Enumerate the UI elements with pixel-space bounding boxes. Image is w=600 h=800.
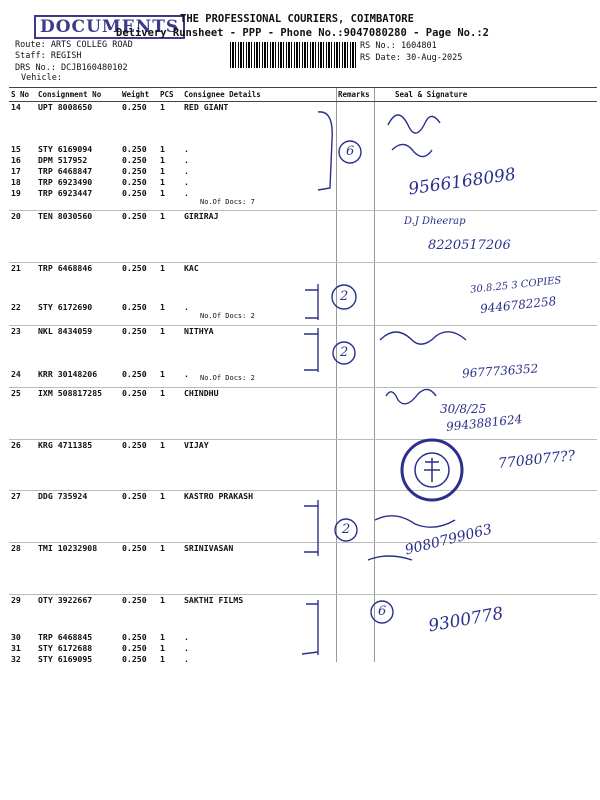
row-sno: 30 <box>11 631 21 642</box>
row-remarks <box>336 543 373 595</box>
row-pcs: 1 <box>160 368 165 379</box>
row-consignment-no: TRP 6923490 <box>38 176 93 187</box>
row-seal-signature <box>373 654 597 665</box>
row-sno: 23 <box>9 326 36 369</box>
row-pcs: 1 <box>158 440 182 491</box>
row-remarks <box>336 654 373 665</box>
row-sno: 14 <box>9 102 36 144</box>
row-pcs: 1 <box>158 102 182 144</box>
row-consignment-no: NKL 8434059 <box>36 326 120 369</box>
row-consignment-no: TRP 6468846 <box>36 263 120 302</box>
row-pcs: 1 <box>160 301 165 312</box>
table-row <box>9 491 597 543</box>
row-remarks <box>336 440 373 491</box>
row-pcs: 1 <box>160 187 165 198</box>
row-consignee: GIRIRAJ <box>182 211 336 263</box>
table-row <box>9 188 597 211</box>
row-consignee: RED GIANT <box>182 102 336 144</box>
row-weight: 0.250 <box>122 176 147 187</box>
barcode <box>230 42 356 68</box>
row-seal-signature <box>373 326 597 369</box>
row-sno: 28 <box>9 543 36 595</box>
row-consignment-no: OTY 3922667 <box>36 595 120 632</box>
row-sno: 21 <box>9 263 36 302</box>
table-row <box>9 102 597 144</box>
rs-number: RS No.: 1604801 <box>360 41 437 51</box>
col-weight: Weight <box>120 88 158 102</box>
col-pcs: PCS <box>158 88 182 102</box>
table-row <box>9 595 597 632</box>
rs-date: RS Date: 30-Aug-2025 <box>360 53 463 63</box>
row-sno: 27 <box>9 491 36 543</box>
row-weight: 0.250 <box>122 187 147 198</box>
signature-phone: 9566168098 <box>407 164 518 200</box>
row-remarks <box>336 155 373 166</box>
row-sno: 18 <box>11 176 21 187</box>
row-consignment-no: DDG 735924 <box>36 491 120 543</box>
row-seal-signature <box>373 144 597 155</box>
row-weight: 0.250 <box>122 165 147 176</box>
row-consignment-no: STY 6172690 <box>38 301 93 312</box>
row-weight: 0.250 <box>120 595 158 632</box>
row-consignment-no: STY 6172688 <box>38 642 93 653</box>
row-seal-signature <box>373 263 597 302</box>
table-header-row <box>9 88 597 102</box>
signature-date: 30/8/25 <box>440 402 487 416</box>
documents-stamp: DOCUMENTS <box>34 15 185 39</box>
row-pcs: 1 <box>160 653 165 664</box>
no-of-docs-note: No.Of Docs: 7 <box>200 198 255 206</box>
row-consignment-no: IXM 508817285 <box>36 388 120 440</box>
row-pcs: 1 <box>158 388 182 440</box>
row-pcs: 1 <box>158 263 182 302</box>
row-seal-signature <box>373 155 597 166</box>
row-consignee: . <box>184 176 189 187</box>
row-weight: 0.250 <box>120 491 158 543</box>
table-row <box>9 543 597 595</box>
row-pcs: 1 <box>158 211 182 263</box>
row-consignee: . <box>184 653 189 664</box>
signature-phone: 8220517206 <box>428 238 511 253</box>
row-pcs: 1 <box>160 631 165 642</box>
row-remarks <box>336 632 373 643</box>
runsheet-title: Delivery Runsheet - PPP - Phone No.:9047080280 - Page No.:2 <box>116 27 489 39</box>
table-row <box>9 654 597 665</box>
table-row <box>9 155 597 166</box>
signature-phone: 7708077?? <box>497 447 576 473</box>
signature-name: D.J Dheerap <box>404 216 466 227</box>
row-sno: 22 <box>11 301 21 312</box>
col-remarks: Remarks <box>336 88 373 102</box>
row-consignee: . <box>184 631 189 642</box>
signature-date: 30.8.25 3 COPIES <box>469 275 562 296</box>
table-row <box>9 632 597 643</box>
row-weight: 0.250 <box>122 154 147 165</box>
row-consignee: KAC <box>182 263 336 302</box>
row-weight: 0.250 <box>120 326 158 369</box>
row-sno: 15 <box>11 143 21 154</box>
row-pcs: 1 <box>158 595 182 632</box>
table-row <box>9 144 597 155</box>
table-row <box>9 643 597 654</box>
no-of-docs-note: No.Of Docs: 2 <box>200 374 255 382</box>
row-consignee: SRINIVASAN <box>182 543 336 595</box>
row-weight: 0.250 <box>122 301 147 312</box>
row-consignment-no: TRP 6468847 <box>38 165 93 176</box>
row-pcs: 1 <box>160 642 165 653</box>
row-sno: 29 <box>9 595 36 632</box>
col-consignment: Consignment No <box>36 88 120 102</box>
row-sno: 32 <box>11 653 21 664</box>
row-weight: 0.250 <box>122 368 147 379</box>
row-sno: 17 <box>11 165 21 176</box>
row-remarks <box>336 369 373 388</box>
row-weight: 0.250 <box>120 263 158 302</box>
row-pcs: 1 <box>160 176 165 187</box>
row-pcs: 1 <box>160 154 165 165</box>
col-sno: S No <box>9 88 36 102</box>
row-consignee: KASTRO PRAKASH <box>182 491 336 543</box>
signature-phone: 9300778 <box>426 603 505 637</box>
row-pcs: 1 <box>158 491 182 543</box>
row-sno: 24 <box>11 368 21 379</box>
signature-phone: 9080799063 <box>403 521 494 559</box>
remark-count: 6 <box>346 144 355 159</box>
drs-number: DRS No.: DCJB160480102 <box>15 63 128 73</box>
row-pcs: 1 <box>158 326 182 369</box>
row-weight: 0.250 <box>122 143 147 154</box>
table-row <box>9 211 597 263</box>
row-sno: 16 <box>11 154 21 165</box>
row-remarks <box>336 177 373 188</box>
remark-count: 6 <box>378 604 387 619</box>
row-consignee: . <box>184 301 189 312</box>
remark-count: 2 <box>340 345 349 360</box>
row-remarks <box>336 166 373 177</box>
row-consignee: . <box>184 187 189 198</box>
row-weight: 0.250 <box>120 211 158 263</box>
row-seal-signature <box>373 188 597 211</box>
row-consignment-no: DPM 517952 <box>38 154 88 165</box>
row-consignee: . <box>184 368 189 379</box>
row-seal-signature <box>373 632 597 643</box>
row-consignment-no: UPT 8008650 <box>36 102 120 144</box>
row-sno: 19 <box>11 187 21 198</box>
row-sno: 26 <box>9 440 36 491</box>
signature-phone: 9677736352 <box>461 361 539 381</box>
remark-count: 2 <box>342 522 351 537</box>
row-remarks <box>336 302 373 326</box>
remark-count: 2 <box>340 289 349 304</box>
row-consignee: CHINDHU <box>182 388 336 440</box>
row-sno: 31 <box>11 642 21 653</box>
row-pcs: 1 <box>160 143 165 154</box>
no-of-docs-note: No.Of Docs: 2 <box>200 312 255 320</box>
row-remarks <box>336 211 373 263</box>
signature-phone: 9943881624 <box>445 412 523 434</box>
vehicle-label: Vehicle: <box>21 73 62 83</box>
row-consignee: . <box>184 642 189 653</box>
staff-label: Staff: REGISH <box>15 51 82 61</box>
row-weight: 0.250 <box>120 102 158 144</box>
row-remarks <box>336 388 373 440</box>
route-label: Route: ARTS COLLEG ROAD <box>15 40 133 50</box>
table-row <box>9 326 597 369</box>
row-consignee: NITHYA <box>182 326 336 369</box>
row-sno: 25 <box>9 388 36 440</box>
row-weight: 0.250 <box>120 388 158 440</box>
row-consignee: VIJAY <box>182 440 336 491</box>
row-consignee: SAKTHI FILMS <box>182 595 336 632</box>
company-title: THE PROFESSIONAL COURIERS, COIMBATORE <box>180 13 414 25</box>
row-weight: 0.250 <box>122 631 147 642</box>
row-weight: 0.250 <box>120 440 158 491</box>
row-consignee: . <box>184 165 189 176</box>
row-weight: 0.250 <box>120 543 158 595</box>
signature-phone: 9446782258 <box>479 294 557 316</box>
row-remarks <box>336 102 373 144</box>
row-consignment-no: KRG 4711385 <box>36 440 120 491</box>
row-remarks <box>336 144 373 155</box>
row-consignment-no: TRP 6923447 <box>38 187 93 198</box>
row-consignment-no: TRP 6468845 <box>38 631 93 642</box>
row-consignment-no: TMI 10232908 <box>36 543 120 595</box>
row-consignment-no: TEN 8030560 <box>36 211 120 263</box>
row-consignee: . <box>184 154 189 165</box>
row-seal-signature <box>373 643 597 654</box>
row-consignee: . <box>184 143 189 154</box>
row-remarks <box>336 188 373 211</box>
row-pcs: 1 <box>160 165 165 176</box>
row-remarks <box>336 643 373 654</box>
row-remarks <box>336 595 373 632</box>
row-seal-signature <box>373 102 597 144</box>
row-consignment-no: STY 6169094 <box>38 143 93 154</box>
row-weight: 0.250 <box>122 642 147 653</box>
row-sno: 20 <box>9 211 36 263</box>
row-pcs: 1 <box>158 543 182 595</box>
col-consignee: Consignee Details <box>182 88 336 102</box>
col-seal-signature: Seal & Signature <box>373 88 597 102</box>
row-consignment-no: STY 6169095 <box>38 653 93 664</box>
row-weight: 0.250 <box>122 653 147 664</box>
row-consignment-no: KRR 30148206 <box>38 368 98 379</box>
